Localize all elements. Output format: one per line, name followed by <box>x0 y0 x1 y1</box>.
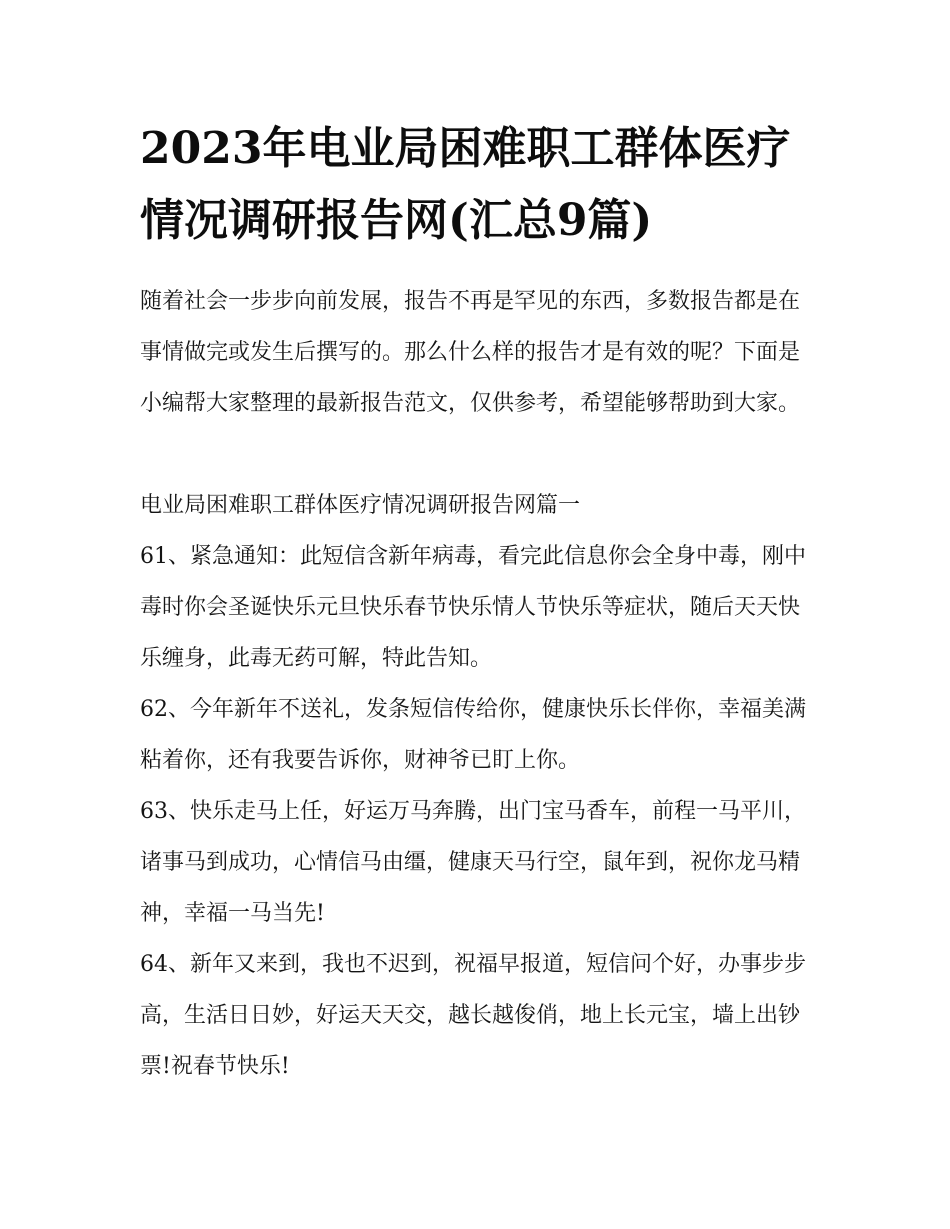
list-item: 61、紧急通知：此短信含新年病毒，看完此信息你会全身中毒，刚中毒时你会圣诞快乐元旦快乐春节快乐情人节快乐等症状，随后天天快乐缠身，此毒无药可解，特此告知。 <box>140 544 806 671</box>
document-title: 2023年电业局困难职工群体医疗情况调研报告网(汇总9篇) <box>140 123 791 246</box>
section-heading: 电业局困难职工群体医疗情况调研报告网篇一 <box>140 493 581 518</box>
list-item: 64、新年又来到，我也不迟到，祝福早报道，短信问个好，办事步步高，生活日日妙，好运天天交，越长越俊俏，地上长元宝，墙上出钞票!祝春节快乐! <box>140 952 806 1079</box>
intro-paragraph: 随着社会一步步向前发展，报告不再是罕见的东西，多数报告都是在事情做完或发生后撰写的。那么什么样的报告才是有效的呢？下面是小编帮大家整理的最新报告范文，仅供参考，希望能够帮助到大家。 <box>140 289 801 416</box>
list-item: 62、今年新年不送礼，发条短信传给你，健康快乐长伴你，幸福美满粘着你，还有我要告诉你，财神爷已盯上你。 <box>140 697 806 773</box>
list-item: 63、快乐走马上任，好运万马奔腾，出门宝马香车，前程一马平川，诸事马到成功，心情信马由缰，健康天马行空，鼠年到，祝你龙马精神，幸福一马当先! <box>140 799 806 926</box>
